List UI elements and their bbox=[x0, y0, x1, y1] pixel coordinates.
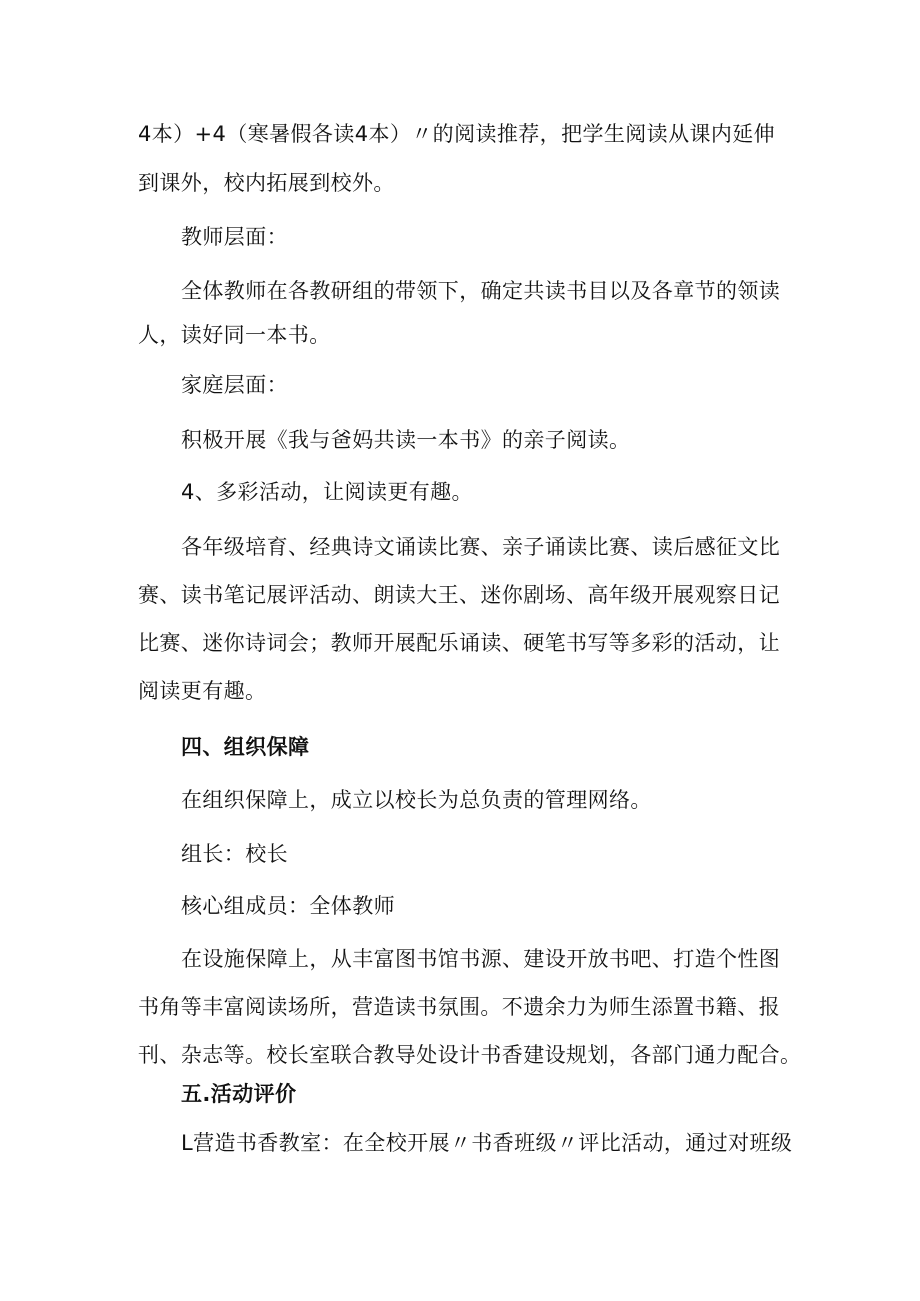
section-label: 家庭层面： bbox=[181, 373, 288, 397]
text-line: 赛、读书笔记展评活动、朗读大王、迷你剧场、高年级开展观察日记 bbox=[138, 583, 780, 607]
text-line: 在组织保障上，成立以校长为总负责的管理网络。 bbox=[181, 788, 652, 812]
text-line: 各年级培育、经典诗文诵读比赛、亲子诵读比赛、读后感征文比 bbox=[181, 535, 781, 559]
text-line: 在设施保障上，从丰富图书馆书源、建设开放书吧、打造个性图 bbox=[181, 947, 781, 971]
text-line: 比赛、迷你诗词会；教师开展配乐诵读、硬笔书写等多彩的活动，让 bbox=[138, 631, 780, 655]
text-line: 组长：校长 bbox=[181, 842, 288, 866]
text-line: 书角等丰富阅读场所，营造读书氛围。不遗余力为师生添置书籍、报 bbox=[138, 995, 780, 1019]
text-line: 刊、杂志等。校长室联合教导处设计书香建设规划，各部门通力配合。 bbox=[138, 1043, 802, 1067]
text-line: L营造书香教室：在全校开展〃书香班级〃评比活动，通过对班级 bbox=[181, 1131, 793, 1155]
text-line: 4本）+4（寒暑假各读4本）〃的阅读推荐，把学生阅读从课内延伸 bbox=[138, 122, 776, 146]
text-line: 人，读好同一本书。 bbox=[138, 323, 331, 347]
text-line: 核心组成员：全体教师 bbox=[181, 894, 395, 918]
text-line: 积极开展《我与爸妈共读一本书》的亲子阅读。 bbox=[181, 428, 631, 452]
text-line: 4、多彩活动，让阅读更有趣。 bbox=[181, 480, 473, 504]
text-line: 阅读更有趣。 bbox=[138, 679, 267, 703]
text-line: 到课外，校内拓展到校外。 bbox=[138, 171, 395, 195]
section-label: 教师层面： bbox=[181, 225, 288, 249]
text-line: 全体教师在各教研组的带领下，确定共读书目以及各章节的领读 bbox=[181, 279, 781, 303]
section-heading: 五.活动评价 bbox=[181, 1082, 297, 1106]
section-heading: 四、组织保障 bbox=[181, 735, 310, 759]
